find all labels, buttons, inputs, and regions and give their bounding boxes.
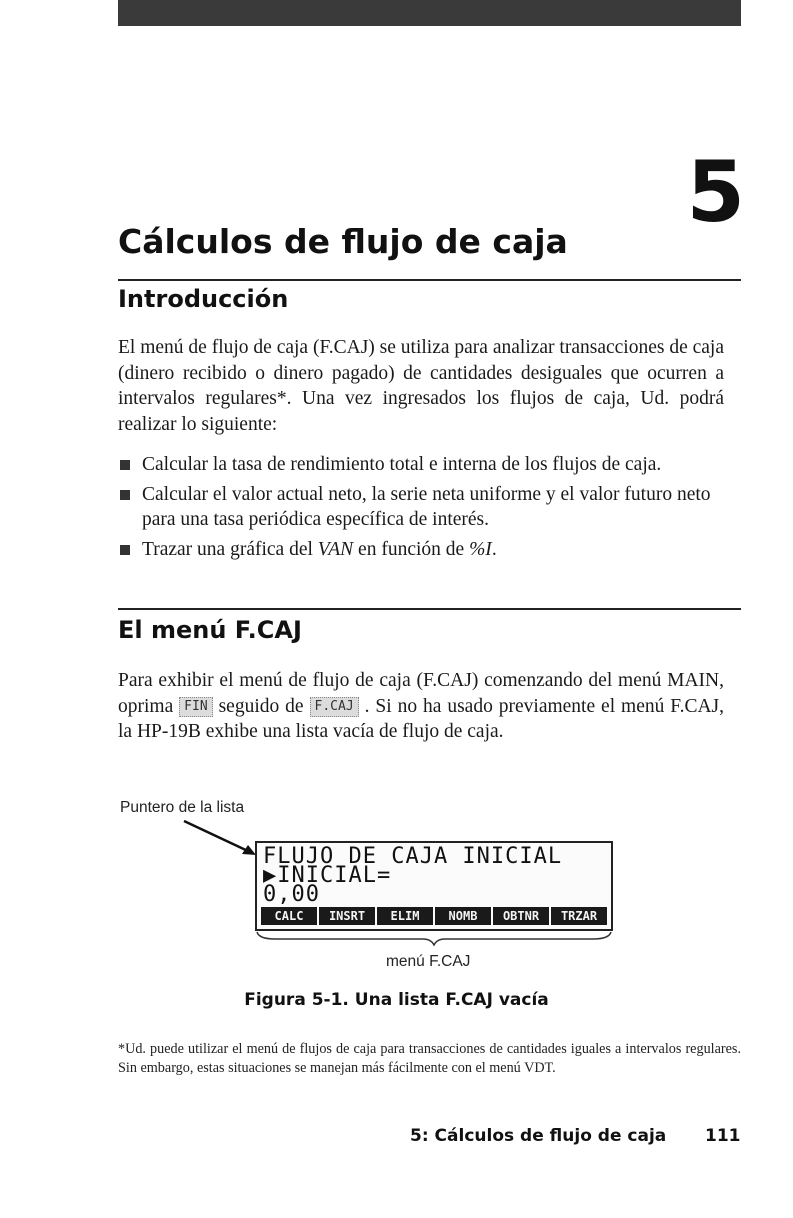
section-heading-intro: Introducción xyxy=(118,285,289,313)
lcd-line: ▶INICIAL= xyxy=(263,863,392,888)
list-item: Calcular el valor actual neto, la serie neta uniforme y el valor futuro neto para una tasa periódica específica de interés. xyxy=(118,482,738,533)
divider xyxy=(118,608,741,610)
menu-key-obtnr: OBTNR xyxy=(493,907,549,925)
section-heading-menu: El menú F.CAJ xyxy=(118,616,302,644)
pointer-label: Puntero de la lista xyxy=(120,799,245,816)
lcd-menu-bar xyxy=(261,907,607,925)
square-bullet-icon xyxy=(120,490,130,500)
footnote: *Ud. puede utilizar el menú de flujos de caja para transacciones de cantidades iguales a intervalos regulares. Sin embargo, estas situaciones se manejan más fácilmente con el menú VDT. xyxy=(118,1041,741,1076)
fcaj-key: F.CAJ xyxy=(310,697,359,717)
figure-caption: Figura 5-1. Una lista F.CAJ vacía xyxy=(244,990,549,1010)
menu-brace-icon xyxy=(255,930,613,946)
menu-label: menú F.CAJ xyxy=(386,953,471,970)
menu-key-nomb: NOMB xyxy=(435,907,491,925)
intro-paragraph: El menú de flujo de caja (F.CAJ) se utiliza para analizar transacciones de caja (dinero recibido o dinero pagado) de cantidades desiguales que ocurren a intervalos regulares*. Una vez ingresados los flujos de caja, Ud. podrá realizar lo siguiente: xyxy=(118,337,724,435)
divider xyxy=(118,279,741,281)
lcd-line: 0,00 xyxy=(263,882,320,907)
menu-key-calc: CALC xyxy=(261,907,317,925)
top-band xyxy=(118,0,741,26)
lcd-line: FLUJO DE CAJA INICIAL xyxy=(263,844,563,869)
menu-paragraph: Para exhibir el menú de flujo de caja (F.CAJ) comenzando del menú MAIN, oprima FIN seguido de F.CAJ . Si no ha usado previamente el menú F.CAJ, la HP-19B exhibe una lista vacía de flujo de caja. xyxy=(118,670,725,742)
square-bullet-icon xyxy=(120,460,130,470)
chapter-title: Cálculos de flujo de caja xyxy=(118,222,568,261)
calculator-display xyxy=(255,841,613,931)
chapter-number: 5 xyxy=(686,143,745,241)
running-footer: 5: Cálculos de flujo de caja xyxy=(410,1126,667,1146)
page-number: 111 xyxy=(705,1126,741,1146)
menu-key-insrt: INSRT xyxy=(319,907,375,925)
bullet-list xyxy=(118,452,738,566)
menu-key-trzar: TRZAR xyxy=(551,907,607,925)
menu-key-elim: ELIM xyxy=(377,907,433,925)
list-item: Calcular la tasa de rendimiento total e interna de los flujos de caja. xyxy=(118,452,738,478)
pointer-arrow-icon xyxy=(180,818,260,858)
list-item: Trazar una gráfica del VAN en función de %I. xyxy=(118,537,738,563)
fin-key: FIN xyxy=(179,697,212,717)
square-bullet-icon xyxy=(120,545,130,555)
